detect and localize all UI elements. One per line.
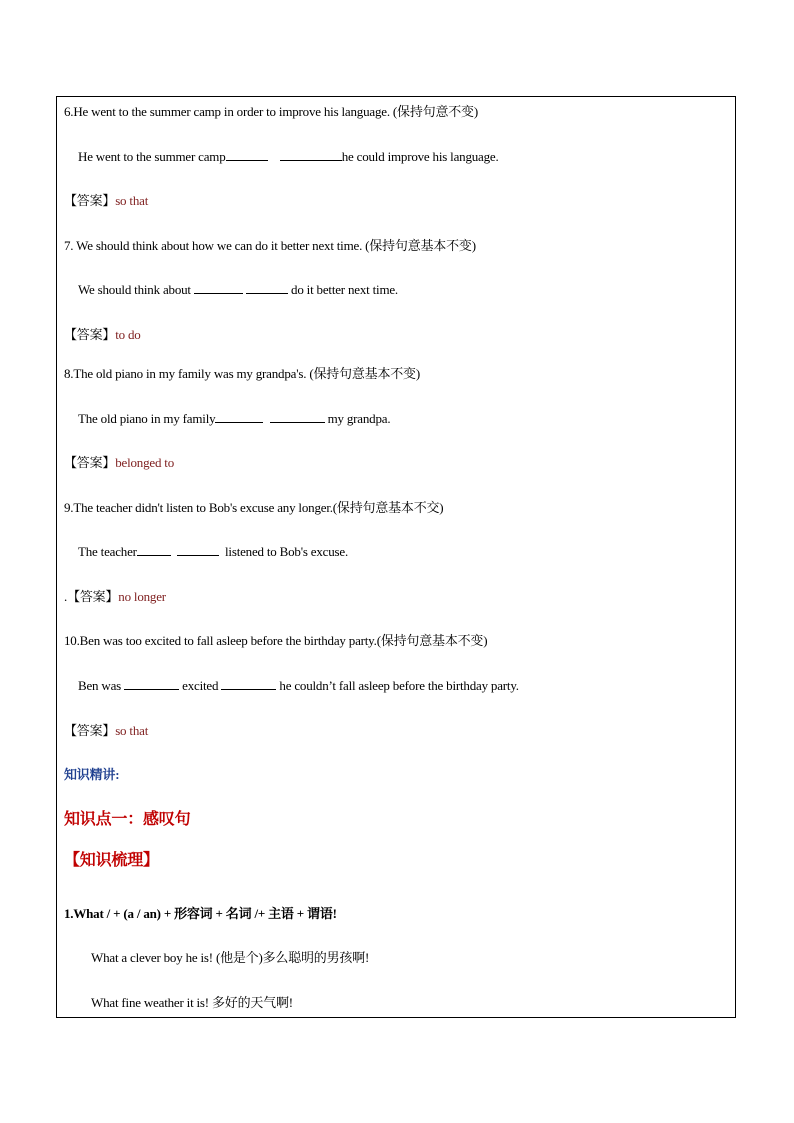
answer-label: 【答案】: [67, 589, 119, 604]
question-7-rewrite: [78, 282, 398, 298]
answer-text: no longer: [118, 589, 166, 604]
question-9-rewrite: [78, 544, 348, 560]
question-10-rewrite: [78, 678, 519, 694]
rewrite-text-after: listened to Bob's excuse.: [225, 544, 349, 559]
answer-blank: [215, 411, 263, 423]
answer-blank: [246, 282, 288, 294]
question-7-answer: [64, 327, 141, 343]
knowledge-title: 知识精讲:: [64, 767, 120, 782]
question-6-answer: [64, 193, 148, 209]
rule-example-2: What fine weather it is! 多好的天气啊!: [91, 995, 293, 1010]
question-6-rewrite: [78, 149, 499, 165]
rule-example-1: What a clever boy he is! (他是个)多么聪明的男孩啊!: [91, 950, 370, 965]
rewrite-text-after: do it better next time.: [291, 282, 398, 297]
answer-text: belonged to: [115, 455, 175, 470]
rewrite-text-before: He went to the summer camp: [78, 149, 226, 164]
answer-blank: [177, 544, 219, 556]
rule-formula: 1.What / + (a / an) + 形容词 + 名词 /+ 主语 + 谓语!: [64, 906, 337, 921]
answer-blank: [270, 411, 325, 423]
rewrite-text-before: The teacher: [78, 544, 137, 559]
answer-blank: [137, 544, 171, 556]
rewrite-text-before: The old piano in my family: [78, 411, 216, 426]
answer-text: so that: [115, 723, 149, 738]
question-9-answer: [64, 589, 166, 605]
answer-text: to do: [115, 327, 141, 342]
knowledge-sorting-title: 【知识梳理】: [64, 850, 159, 869]
answer-blank: [124, 678, 179, 690]
rewrite-text-before: Ben was: [78, 678, 122, 693]
rewrite-text-before: We should think about: [78, 282, 191, 297]
answer-label: 【答案】: [64, 327, 116, 342]
answer-text: so that: [115, 193, 149, 208]
question-10-prompt: 10.Ben was too excited to fall asleep before the birthday party.(保持句意基本不变): [64, 633, 488, 648]
question-8-answer: [64, 455, 174, 471]
question-10-answer: [64, 723, 148, 739]
question-8-prompt: 8.The old piano in my family was my grandpa's. (保持句意基本不变): [64, 366, 420, 381]
rewrite-text-after: he could improve his language.: [341, 149, 499, 164]
rewrite-text-middle: excited: [182, 678, 219, 693]
answer-blank: [194, 282, 243, 294]
answer-label: 【答案】: [64, 193, 116, 208]
rewrite-text-after: he couldn’t fall asleep before the birthday party.: [279, 678, 519, 693]
knowledge-point-title: 知识点一：感叹句: [64, 809, 191, 828]
answer-prefix: .: [64, 589, 68, 604]
question-9-prompt: 9.The teacher didn't listen to Bob's excuse any longer.(保持句意基本不交): [64, 500, 444, 515]
answer-label: 【答案】: [64, 723, 116, 738]
question-7-prompt: 7. We should think about how we can do it better next time. (保持句意基本不变): [64, 238, 476, 253]
answer-blank: [280, 149, 342, 161]
answer-label: 【答案】: [64, 455, 116, 470]
question-8-rewrite: [78, 411, 390, 427]
question-6-prompt: 6.He went to the summer camp in order to improve his language. (保持句意不变): [64, 104, 478, 119]
answer-blank: [221, 678, 276, 690]
rewrite-text-after: my grandpa.: [327, 411, 391, 426]
answer-blank: [226, 149, 268, 161]
